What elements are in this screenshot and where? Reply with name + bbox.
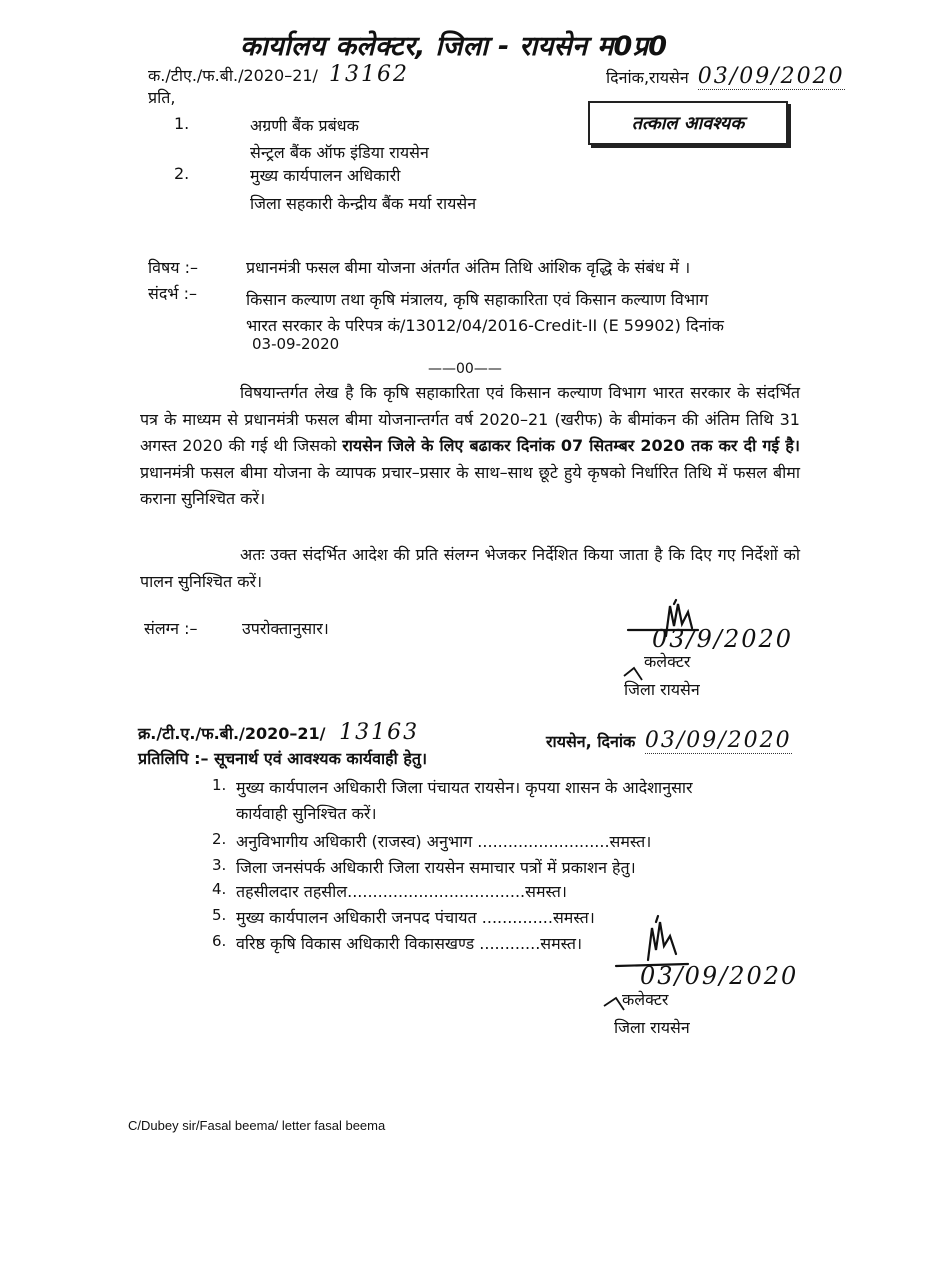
copy-reference-number bbox=[138, 720, 419, 745]
to-label: प्रति, bbox=[148, 88, 176, 107]
file-path-footer: C/Dubey sir/Fasal beema/ letter fasal beema bbox=[128, 1118, 386, 1133]
reference-number-handwritten: 13162 bbox=[329, 62, 410, 87]
copy-heading: प्रतिलिपि :– सूचनार्थ एवं आवश्यक कार्यवाही हेतु। bbox=[138, 749, 428, 768]
signature-2-district: जिला रायसेन bbox=[614, 1018, 690, 1037]
copy-date bbox=[546, 728, 792, 753]
recipient-line: जिला सहकारी केन्द्रीय बैंक मर्या रायसेन bbox=[250, 194, 477, 213]
copy-item-number: 6. bbox=[212, 932, 227, 950]
copy-item-number: 1. bbox=[212, 776, 227, 794]
body-text: प्रधानमंत्री फसल बीमा योजना के व्यापक प्रचार–प्रसार के साथ–साथ छूटे हुये कृषको निर्धारित तिथि में फसल बीमा कराना सुनिश्चित करें। bbox=[140, 462, 800, 508]
enclosure-label: संलग्न :– bbox=[144, 619, 198, 638]
recipient-line: सेन्ट्रल बैंक ऑफ इंडिया रायसेन bbox=[250, 143, 429, 162]
signature-1-district: जिला रायसेन bbox=[624, 680, 700, 699]
section-separator: ——00—— bbox=[428, 361, 502, 377]
subject-text: प्रधानमंत्री फसल बीमा योजना अंतर्गत अंतिम तिथि आंशिक वृद्धि के संबंध में । bbox=[246, 258, 691, 277]
reference-number-printed: क./टीए./फ.बी./2020–21/ bbox=[148, 66, 318, 85]
copy-date-handwritten: 03/09/2020 bbox=[644, 728, 792, 753]
reference-line: 03-09-2020 bbox=[252, 335, 340, 353]
body-paragraph-2 bbox=[140, 542, 800, 595]
copy-item-text: अनुविभागीय अधिकारी (राजस्व) अनुभाग ..........................समस्त। bbox=[236, 832, 652, 851]
letter-date bbox=[606, 64, 845, 89]
copy-item-text: जिला जनसंपर्क अधिकारी जिला रायसेन समाचार पत्रों में प्रकाशन हेतु। bbox=[236, 858, 636, 877]
copy-reference-printed: क्र./टी.ए./फ.बी./2020–21/ bbox=[138, 724, 326, 743]
copy-item-number: 5. bbox=[212, 906, 227, 924]
body-text: विषयान्तर्गत लेख है कि कृषि सहाकारिता एवं किसान कल्याण विभाग भारत सरकार के संदर्भित पत्र के माध्यम से प्रधानमंत्री फसल बीमा योजनान्तर्गत वर्ष 2020–21 (खरीफ) के बीमांकन की अंतिम तिथि 31 अगस्त 2020 की गई थी जिसको bbox=[140, 383, 800, 455]
copy-item-text: कार्यवाही सुनिश्चित करें। bbox=[236, 804, 377, 823]
signature-2-designation: कलेक्टर bbox=[622, 990, 669, 1009]
reference-number bbox=[148, 62, 409, 87]
recipient-line: मुख्य कार्यपालन अधिकारी bbox=[250, 166, 401, 185]
copy-reference-handwritten: 13163 bbox=[339, 720, 420, 745]
copy-item-number: 4. bbox=[212, 880, 227, 898]
urgent-stamp: तत्काल आवश्यक bbox=[588, 101, 788, 145]
signature-2-date: 03/09/2020 bbox=[640, 962, 799, 990]
reference-line: भारत सरकार के परिपत्र कं/13012/04/2016-Credit-II (E 59902) दिनांक bbox=[246, 316, 724, 335]
copy-item-text: तहसीलदार तहसील...................................समस्त। bbox=[236, 882, 567, 901]
signature-1-designation: कलेक्टर bbox=[644, 652, 691, 671]
date-handwritten: 03/09/2020 bbox=[697, 64, 845, 89]
copy-item-text: वरिष्ठ कृषि विकास अधिकारी विकासखण्ड ............समस्त। bbox=[236, 934, 583, 953]
signature-1-date: 03/9/2020 bbox=[652, 625, 794, 653]
reference-label: संदर्भ :– bbox=[148, 284, 198, 303]
copy-item-text: मुख्य कार्यपालन अधिकारी जिला पंचायत रायसेन। कृपया शासन के आदेशानुसार bbox=[236, 778, 693, 797]
copy-item-text: मुख्य कार्यपालन अधिकारी जनपद पंचायत ..............समस्त। bbox=[236, 908, 595, 927]
body-paragraph-1 bbox=[140, 380, 800, 513]
subject-label: विषय :– bbox=[148, 258, 199, 277]
recipient-number: 1. bbox=[174, 114, 190, 133]
date-label: दिनांक,रायसेन bbox=[606, 68, 689, 87]
body-text: अतः उक्त संदर्भित आदेश की प्रति संलग्न भेजकर निर्देशित किया जाता है कि दिए गए निर्देशों को पालन सुनिश्चित करें। bbox=[140, 545, 800, 591]
copy-date-label: रायसेन, दिनांक bbox=[546, 732, 636, 751]
copy-item-number: 2. bbox=[212, 830, 227, 848]
enclosure-text: उपरोक्तानुसार। bbox=[242, 619, 329, 638]
body-bold-text: रायसेन जिले के लिए बढाकर दिनांक 07 सितम्बर 2020 तक कर दी गई है। bbox=[342, 436, 800, 455]
recipient-line: अग्रणी बैंक प्रबंधक bbox=[250, 116, 359, 135]
office-title: कार्यालय कलेक्टर, जिला - रायसेन म0प्र0 bbox=[240, 31, 668, 62]
reference-line: किसान कल्याण तथा कृषि मंत्रालय, कृषि सहाकारिता एवं किसान कल्याण विभाग bbox=[246, 290, 709, 309]
recipient-number: 2. bbox=[174, 164, 190, 183]
copy-item-number: 3. bbox=[212, 856, 227, 874]
